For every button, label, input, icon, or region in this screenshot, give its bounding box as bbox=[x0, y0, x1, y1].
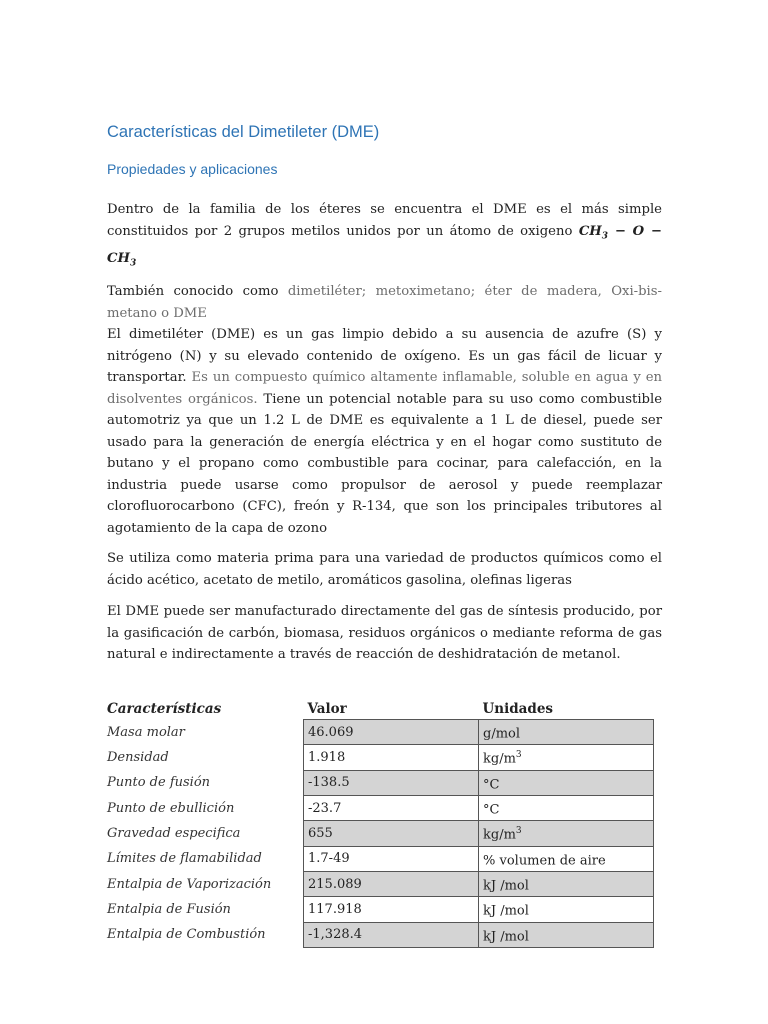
aliases-intro: También conocido como bbox=[107, 284, 288, 299]
property-value: 215.089 bbox=[304, 871, 479, 896]
property-value: 46.069 bbox=[304, 720, 479, 745]
property-value: 655 bbox=[304, 821, 479, 846]
section-subtitle: Propiedades y aplicaciones bbox=[107, 161, 278, 177]
table-row bbox=[107, 846, 654, 871]
property-unit: °C bbox=[479, 795, 654, 820]
property-value: -138.5 bbox=[304, 770, 479, 795]
property-value: 117.918 bbox=[304, 897, 479, 922]
property-name: Entalpia de Combustión bbox=[107, 927, 266, 943]
property-name: Densidad bbox=[107, 749, 169, 765]
table-row bbox=[107, 922, 654, 947]
header-units: Unidades bbox=[482, 700, 554, 717]
table-row bbox=[107, 871, 654, 896]
property-value: -1,328.4 bbox=[304, 922, 479, 947]
table-row bbox=[107, 897, 654, 922]
table-row bbox=[107, 821, 654, 846]
header-characteristics: Características bbox=[107, 700, 222, 717]
property-name: Entalpia de Fusión bbox=[107, 901, 231, 917]
header-value: Valor bbox=[307, 700, 347, 717]
property-value: 1.7-49 bbox=[304, 846, 479, 871]
table-row bbox=[107, 720, 654, 745]
property-unit: kJ /mol bbox=[479, 922, 654, 947]
aliases-list: dimetiléter; metoximetano; éter de madera, Oxi-bis-metano o DME bbox=[107, 284, 662, 321]
paragraph-manufacture: El DME puede ser manufacturado directamente del gas de síntesis producido, por la gasificación de carbón, biomasa, residuos orgánicos o mediante reforma de gas natural e indirectamente a través de reacción de deshidratación de metanol. bbox=[107, 604, 662, 662]
property-name: Punto de fusión bbox=[107, 775, 211, 791]
description-text-b: Tiene un potencial notable para su uso como combustible automotriz ya que un 1.2 L de DME es equivalente a 1 L de diesel, puede ser usado para la generación de energía eléctrica y en el hogar como sustituto de butano y el propano como combustible para cocinar, para calefacción, en la industria puede usarse como propulsor de aerosol y puede reemplazar clorofluorocarbono (CFC), freón y R-134, que son los principales tributores al agotamiento de la capa de ozono bbox=[107, 391, 662, 536]
table-row bbox=[107, 795, 654, 820]
table-row bbox=[107, 745, 654, 770]
property-name: Masa molar bbox=[107, 724, 185, 740]
property-unit: $kg/m^3$ bbox=[479, 821, 654, 846]
property-name: Límites de flamabilidad bbox=[107, 851, 262, 867]
page-title: Características del Dimetileter (DME) bbox=[107, 123, 380, 141]
description-text-a: El dimetiléter (DME) es un gas limpio debido a su ausencia de azufre (S) y nitrógeno (N) y su elevado contenido de oxígeno. Es un gas fácil de licuar y transportar. bbox=[107, 327, 662, 385]
paragraph-description bbox=[107, 281, 662, 539]
table-row bbox=[107, 770, 654, 795]
paragraph-uses: Se utiliza como materia prima para una variedad de productos químicos como el ácido acético, acetato de metilo, aromáticos gasolina, olefinas ligeras bbox=[107, 551, 662, 588]
paragraph-intro-text: Dentro de la familia de los éteres se encuentra el DME es el más simple constituidos por 2 grupos metilos unidos por un átomo de oxigeno bbox=[107, 202, 662, 239]
paragraph-intro bbox=[107, 199, 662, 275]
property-unit: % volumen de aire bbox=[479, 846, 654, 871]
chemical-formula: $CH_3 - O - CH_3$ bbox=[107, 223, 662, 269]
property-name: Punto de ebullición bbox=[107, 800, 235, 816]
property-value: -23.7 bbox=[304, 795, 479, 820]
property-unit: °C bbox=[479, 770, 654, 795]
description-highlight: Es un compuesto químico altamente inflamable, soluble en agua y en disolventes orgánicos. bbox=[107, 370, 662, 407]
property-unit: g/mol bbox=[479, 720, 654, 745]
table-header-row bbox=[107, 698, 654, 720]
property-unit: kJ /mol bbox=[479, 871, 654, 896]
property-unit: $kg/m^3$ bbox=[479, 745, 654, 770]
property-value: 1.918 bbox=[304, 745, 479, 770]
property-name: Entalpia de Vaporización bbox=[107, 876, 272, 892]
property-unit: kJ /mol bbox=[479, 897, 654, 922]
property-name: Gravedad especifica bbox=[107, 825, 241, 841]
properties-table bbox=[107, 698, 654, 948]
